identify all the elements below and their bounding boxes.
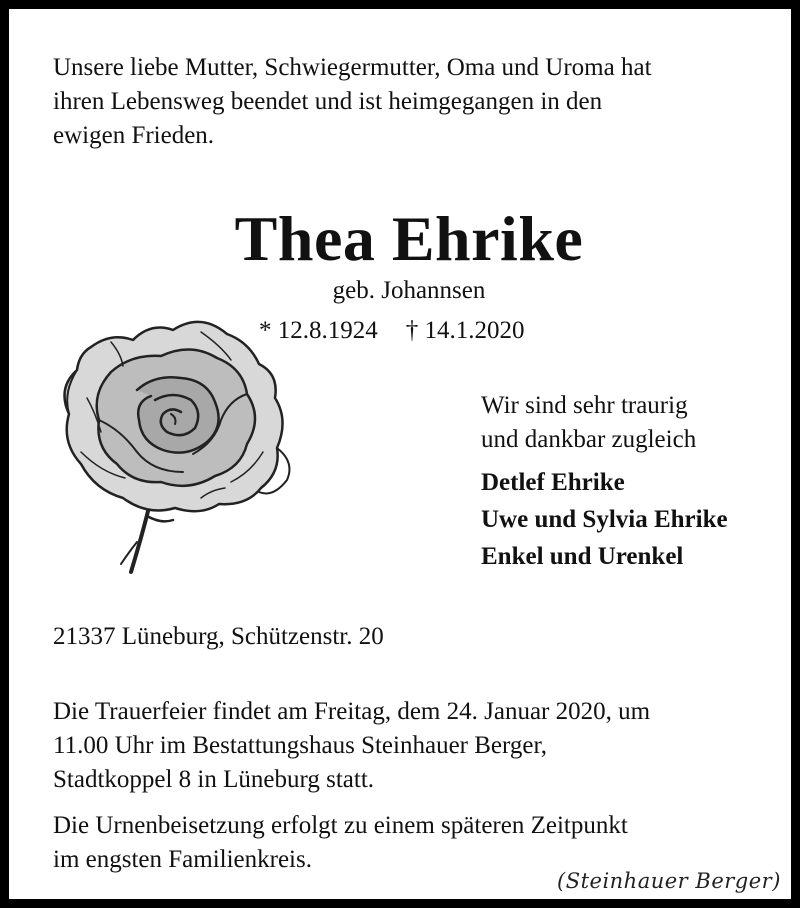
mourner-name: Detlef Ehrike [481, 469, 625, 496]
mourners-intro-line: und dankbar zugleich [481, 426, 697, 453]
undertaker-signature: (Steinhauer Berger) [557, 869, 781, 893]
intro-line: ihren Lebensweg beendet und ist heimgegangen in den [53, 88, 603, 115]
intro-line: Unsere liebe Mutter, Schwiegermutter, Oma und Uroma hat [53, 54, 652, 81]
urn-line: im engsten Familienkreis. [53, 846, 312, 873]
intro-line: ewigen Frieden. [53, 122, 215, 149]
ceremony-line: Die Trauerfeier findet am Freitag, dem 24. Januar 2020, um [53, 698, 651, 725]
mourners-intro-line: Wir sind sehr traurig [481, 392, 688, 419]
birth-name: geb. Johannsen [332, 277, 486, 304]
intro-text [53, 51, 652, 153]
rose-icon [51, 302, 291, 582]
mourner-name: Enkel und Urenkel [481, 543, 684, 570]
mourners-list [481, 464, 728, 575]
urn-burial-text [53, 809, 628, 877]
address: 21337 Lüneburg, Schützenstr. 20 [53, 623, 384, 650]
life-dates [259, 314, 525, 348]
mourners-intro [481, 389, 696, 457]
mourner-name: Uwe und Sylvia Ehrike [481, 506, 728, 533]
deceased-name: Thea Ehrike [234, 203, 584, 274]
ceremony-line: 11.00 Uhr im Bestattungshaus Steinhauer Berger, [53, 732, 548, 759]
urn-line: Die Urnenbeisetzung erfolgt zu einem späteren Zeitpunkt [53, 812, 628, 839]
death-date: † 14.1.2020 [405, 317, 525, 344]
ceremony-text [53, 695, 650, 797]
birth-date: * 12.8.1924 [259, 317, 378, 344]
ceremony-line: Stadtkoppel 8 in Lüneburg statt. [53, 766, 375, 793]
